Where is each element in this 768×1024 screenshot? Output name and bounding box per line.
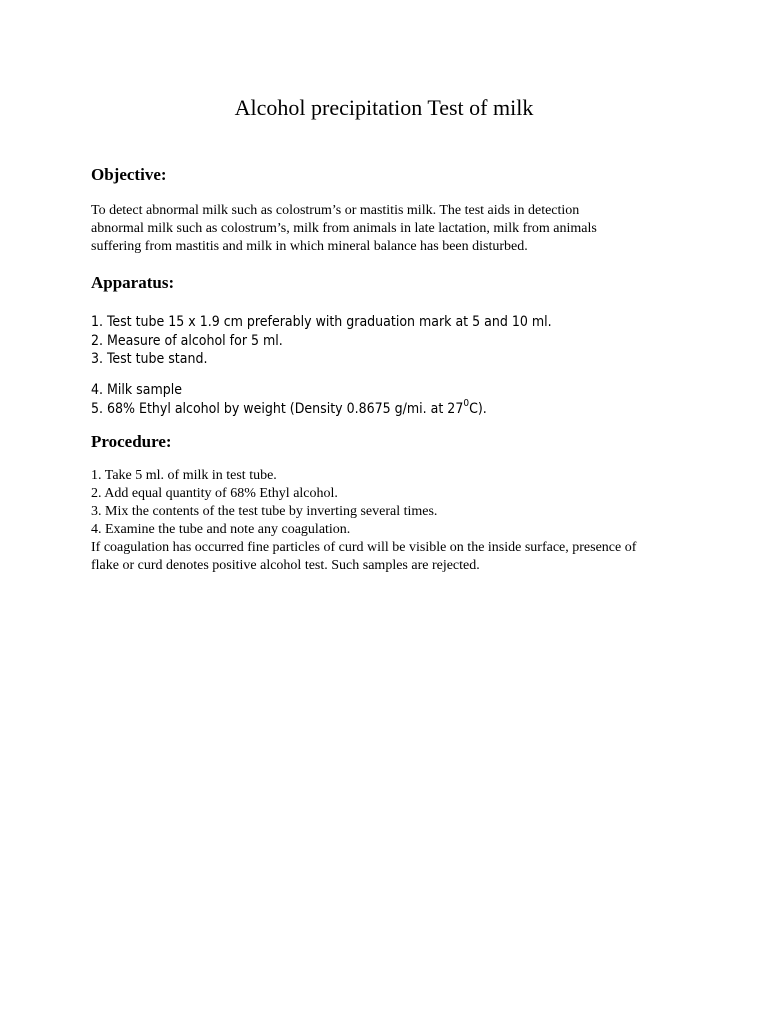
- procedure-note-line: flake or curd denotes positive alcohol test. Such samples are rejected.: [91, 558, 480, 573]
- list-item: 1. Test tube 15 x 1.9 cm preferably with graduation mark at 5 and 10 ml.: [91, 314, 552, 330]
- degree-superscript: 0: [463, 397, 470, 409]
- procedure-heading: Procedure:: [91, 432, 172, 451]
- density-unit: C).: [469, 400, 487, 417]
- procedure-step: 3. Mix the contents of the test tube by inverting several times.: [91, 504, 438, 519]
- list-item: 2. Measure of alcohol for 5 ml.: [91, 332, 283, 349]
- procedure-steps: [91, 467, 691, 575]
- apparatus-heading: Apparatus:: [91, 273, 175, 292]
- list-item: [91, 397, 731, 419]
- objective-line: suffering from mastitis and milk in which mineral balance has been disturbed.: [91, 239, 528, 254]
- objective-line: abnormal milk such as colostrum’s, milk from animals in late lactation, milk from animals: [91, 221, 597, 236]
- page-title: Alcohol precipitation Test of milk: [234, 95, 534, 120]
- procedure-step: 2. Add equal quantity of 68% Ethyl alcohol.: [91, 486, 338, 501]
- procedure-step: 4. Examine the tube and note any coagulation.: [91, 522, 351, 537]
- apparatus-list-2: [91, 381, 731, 418]
- procedure-step: 1. Take 5 ml. of milk in test tube.: [91, 468, 277, 483]
- apparatus-list-1: [91, 313, 731, 369]
- procedure-note-line: If coagulation has occurred fine particles of curd will be visible on the inside surface, presence of: [91, 540, 637, 555]
- objective-line: To detect abnormal milk such as colostrum’s or mastitis milk. The test aids in detection: [91, 203, 580, 218]
- objective-heading: Objective:: [91, 165, 167, 184]
- list-item: 3. Test tube stand.: [91, 351, 208, 367]
- list-item: 4. Milk sample: [91, 382, 182, 398]
- objective-paragraph: [91, 202, 691, 256]
- density-text: 5. 68% Ethyl alcohol by weight (Density 0.8675 g/mi. at 27: [91, 400, 464, 417]
